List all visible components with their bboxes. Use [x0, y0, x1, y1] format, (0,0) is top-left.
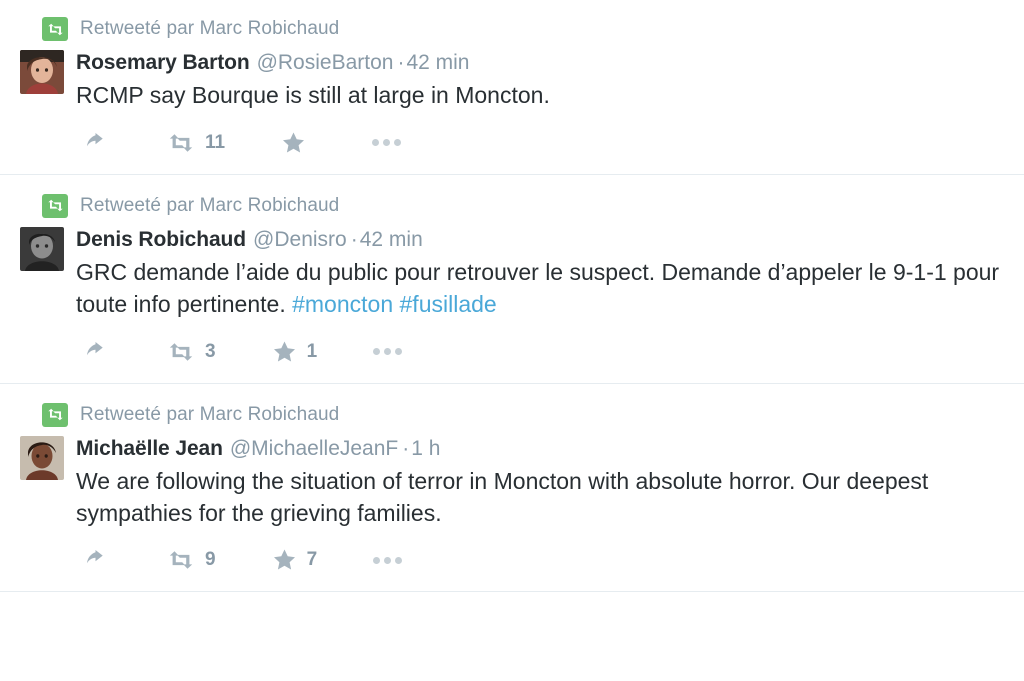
retweet-button[interactable]: [168, 129, 225, 157]
retweet-button[interactable]: [168, 338, 216, 366]
tweet-text: [76, 257, 1004, 320]
retweet-count: 11: [205, 131, 226, 153]
author-handle[interactable]: @Denisro: [253, 227, 347, 251]
avatar[interactable]: [20, 50, 64, 94]
timestamp[interactable]: 1 h: [411, 436, 441, 460]
reply-button[interactable]: [86, 129, 112, 157]
tweet-body: [20, 436, 1004, 582]
star-icon: [272, 340, 297, 364]
retweet-icon: [168, 550, 195, 570]
favorite-count: 7: [306, 549, 318, 571]
avatar[interactable]: [20, 436, 64, 480]
retweet-count: 9: [205, 549, 216, 571]
tweet-text-segment: RCMP say Bourque is still at large in Moncton.: [76, 82, 550, 109]
tweet-actions: [76, 128, 1004, 158]
hashtag-link[interactable]: #moncton: [292, 290, 394, 317]
retweet-context-label: Retweeté par Marc Robichaud: [80, 194, 340, 216]
more-options-icon: [372, 139, 401, 146]
author-name[interactable]: Michaëlle Jean: [76, 436, 223, 460]
tweet-text: [76, 466, 1004, 529]
favorite-button[interactable]: [272, 546, 318, 574]
tweet-text-segment: We are following the situation of terror in Moncton with absolute horror. Our deepest sympathies for the grieving families.: [76, 467, 929, 526]
author-name[interactable]: Rosemary Barton: [76, 51, 250, 74]
author-handle[interactable]: @RosieBarton: [256, 51, 394, 74]
favorite-button[interactable]: [272, 338, 318, 366]
more-options-button[interactable]: [372, 129, 401, 157]
hashtag-link[interactable]: #fusillade: [399, 290, 497, 317]
reply-button[interactable]: [86, 546, 112, 574]
favorite-button[interactable]: [281, 129, 316, 157]
header-separator: ·: [397, 51, 405, 74]
tweet-text: [76, 80, 1004, 112]
tweet-item[interactable]: [0, 175, 1024, 384]
star-icon: [281, 131, 306, 155]
avatar[interactable]: [20, 227, 64, 271]
tweet-body: [20, 227, 1004, 373]
header-separator: ·: [350, 227, 358, 251]
tweet-body: [20, 50, 1004, 164]
tweet-actions: [76, 337, 1004, 367]
reply-icon: [86, 342, 112, 362]
favorite-count: 1: [306, 340, 318, 362]
header-separator: ·: [402, 436, 410, 460]
retweet-button[interactable]: [168, 546, 216, 574]
tweet-actions: [76, 545, 1004, 575]
timestamp[interactable]: 42 min: [359, 227, 423, 251]
more-options-button[interactable]: [373, 546, 402, 574]
retweet-icon: [42, 403, 68, 427]
retweet-icon: [168, 133, 195, 153]
retweet-context: [42, 402, 1004, 428]
retweet-icon: [42, 194, 68, 218]
retweet-context: [42, 16, 1004, 42]
tweet-content: [76, 227, 1004, 373]
tweet-header: [76, 50, 1004, 76]
tweet-text-segment: GRC demande l’aide du public pour retrouver le suspect. Demande d’appeler le 9-1-1 pour toute info pertinente.: [76, 259, 1000, 317]
reply-button[interactable]: [86, 338, 112, 366]
tweet-content: [76, 436, 1004, 582]
tweet-item[interactable]: [0, 0, 1024, 175]
retweet-context: [42, 193, 1004, 219]
more-options-icon: [373, 557, 402, 564]
retweet-icon: [168, 342, 195, 362]
tweet-item[interactable]: [0, 384, 1024, 593]
retweet-context-label: Retweeté par Marc Robichaud: [80, 403, 340, 425]
retweet-context-label: Retweeté par Marc Robichaud: [80, 18, 340, 39]
reply-icon: [86, 550, 112, 570]
star-icon: [272, 548, 297, 572]
tweet-header: [76, 227, 1004, 253]
retweet-count: 3: [205, 340, 216, 362]
author-name[interactable]: Denis Robichaud: [76, 227, 247, 251]
retweet-icon: [42, 17, 68, 41]
author-handle[interactable]: @MichaelleJeanF: [229, 436, 399, 460]
tweet-content: [76, 50, 1004, 164]
tweet-header: [76, 436, 1004, 462]
timestamp[interactable]: 42 min: [406, 51, 470, 74]
reply-icon: [86, 133, 112, 153]
more-options-button[interactable]: [373, 338, 402, 366]
more-options-icon: [373, 348, 402, 355]
